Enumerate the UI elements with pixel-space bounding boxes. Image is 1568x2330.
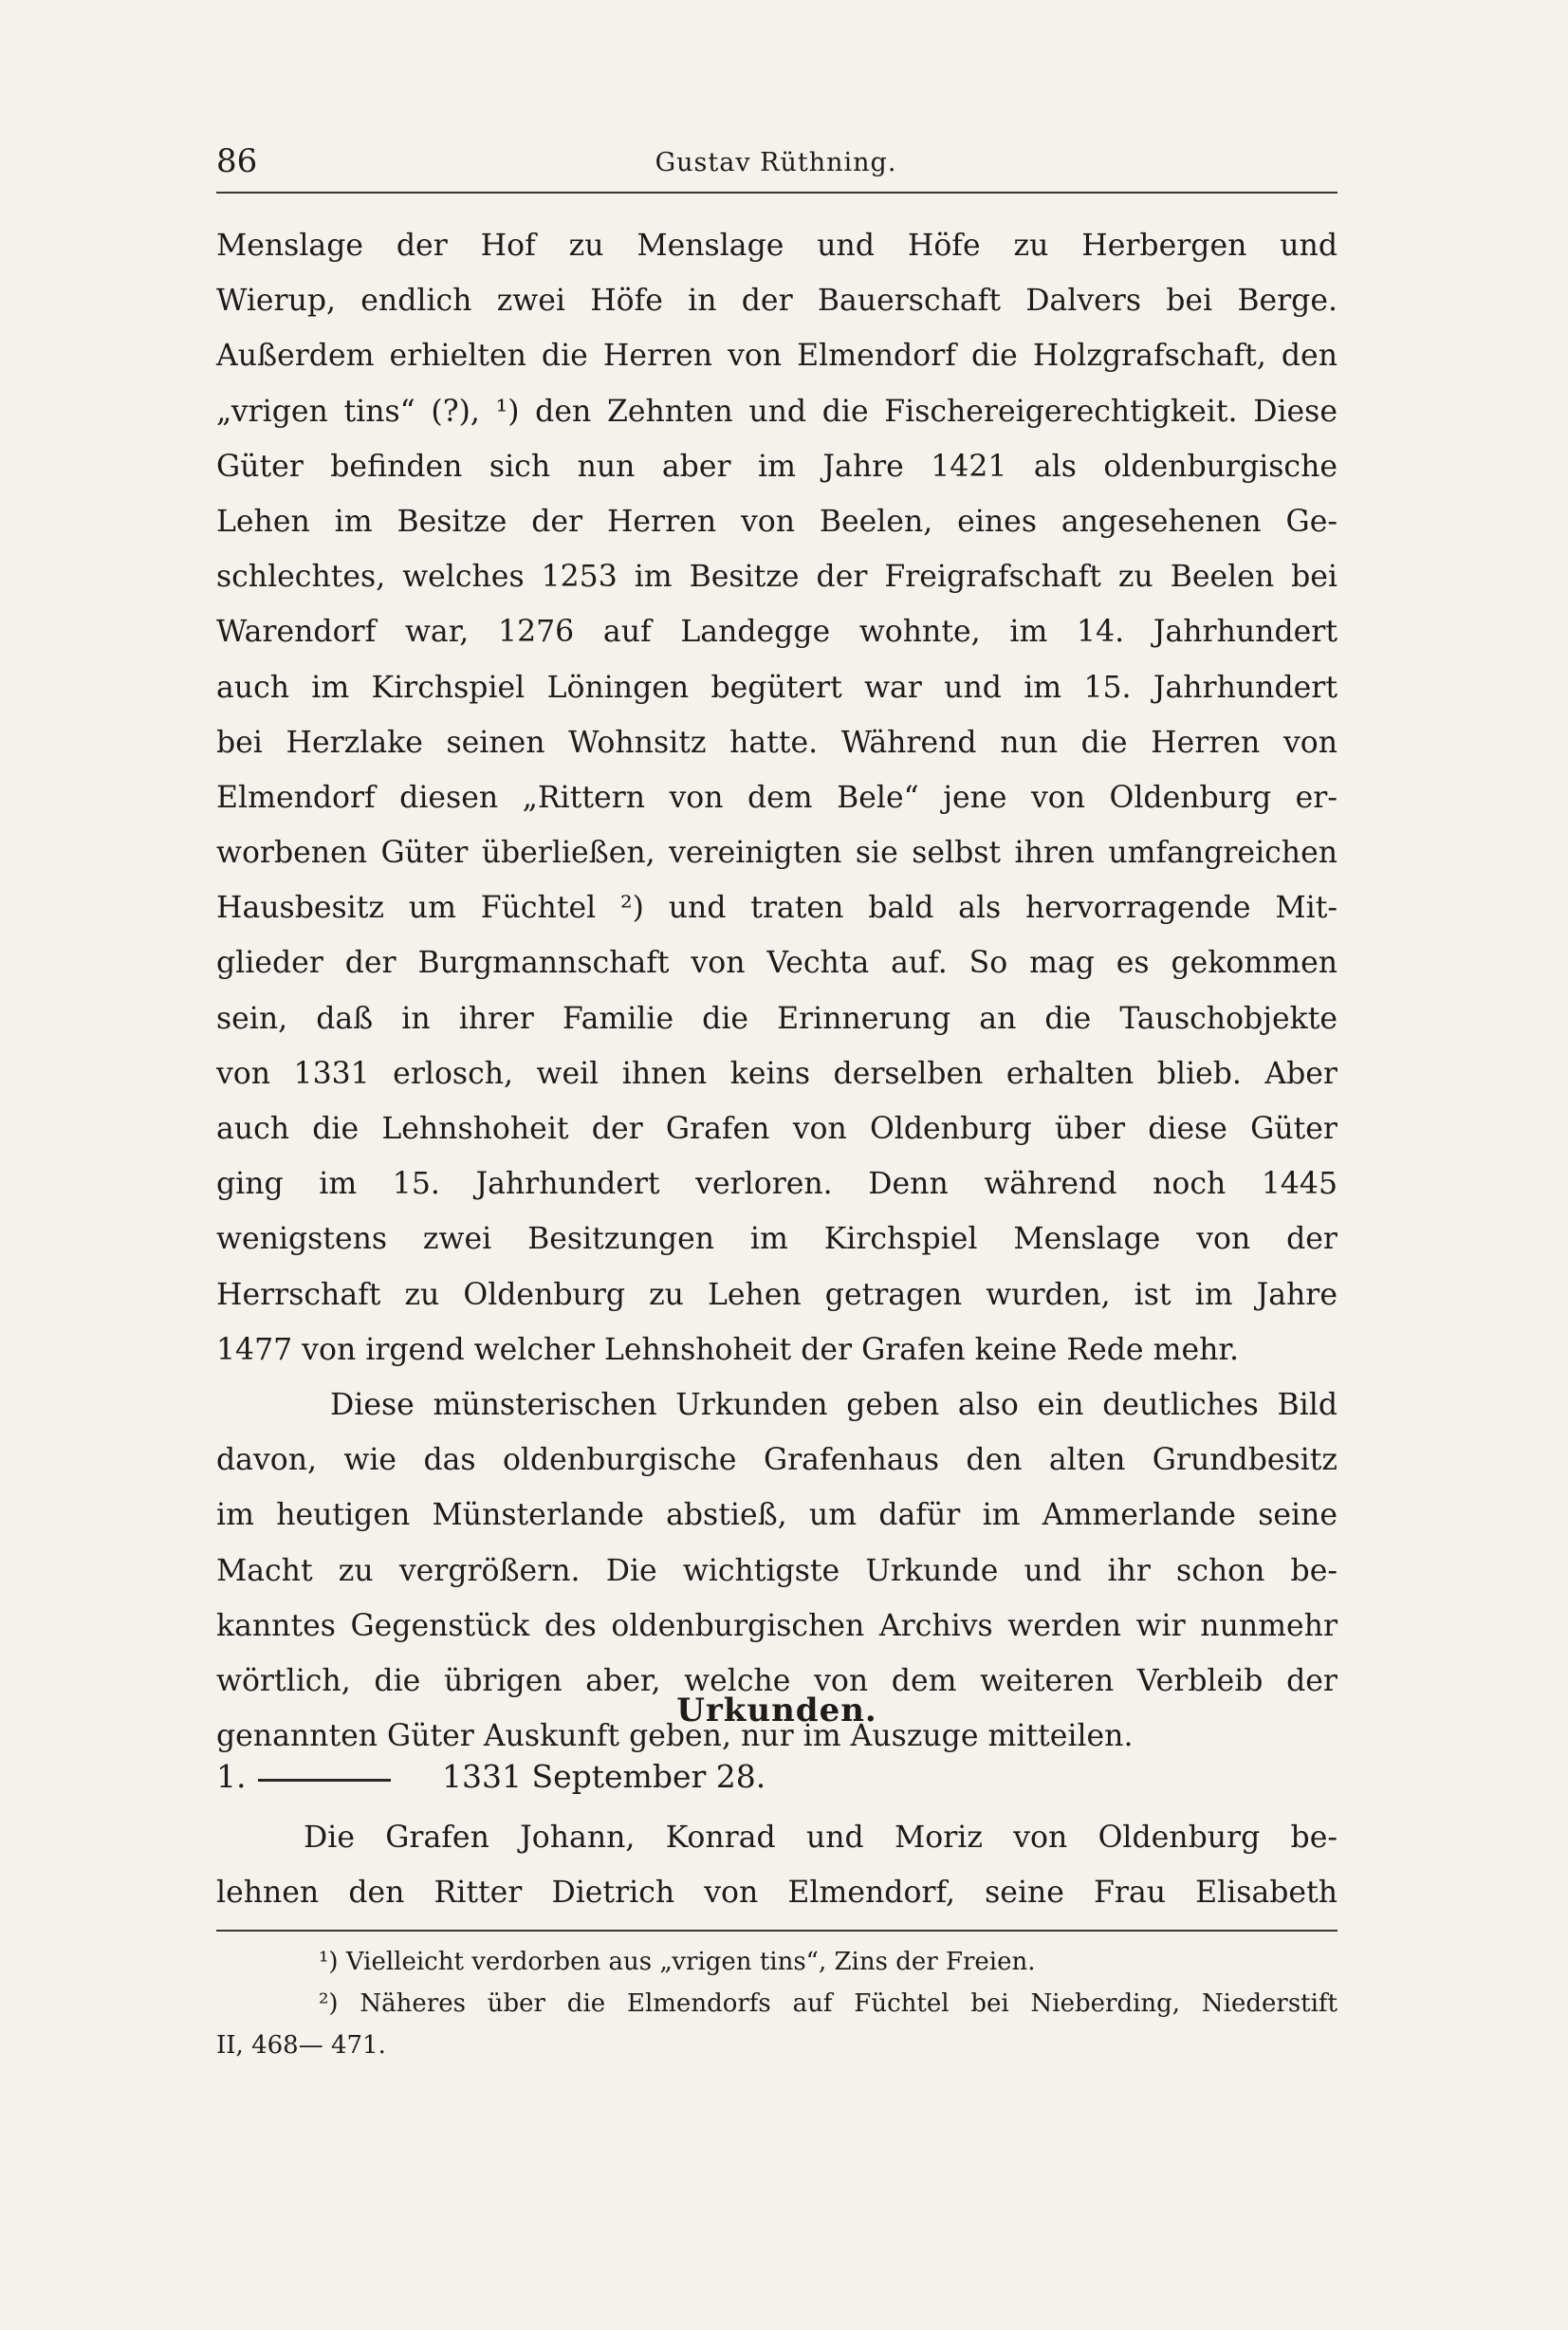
document-number: 1. [216,1758,247,1795]
text-line: wörtlich, die übrigen aber, welche von dem weiteren Verbleib der [216,1663,1337,1698]
text-line: Warendorf war, 1276 auf Landegge wohnte, im 14. Jahrhundert [216,615,1337,650]
text-line: von 1331 erlosch, weil ihnen keins derselben erhalten blieb. Aber [216,1056,1337,1091]
text-line: 1477 von irgend welcher Lehnshoheit der Grafen keine Rede mehr. [216,1332,1239,1367]
footnote-2: ²) Näheres über die Elmendorfs auf Füchtel bei Nieberding, Niederstift [319,1989,1337,2018]
running-title: Gustav Rüthning. [655,148,897,177]
page-number: 86 [216,142,258,180]
text-line: kanntes Gegenstück des oldenburgischen Archivs werden wir nunmehr [216,1608,1337,1643]
section-heading: Urkunden. [676,1692,877,1729]
text-line: Wierup, endlich zwei Höfe in der Bauerschaft Dalvers bei Berge. [216,284,1337,319]
dash-rule [258,1779,391,1782]
footnotes [216,1941,1337,2066]
text-line: Diese münsterischen Urkunden geben also ein deutliches Bild [330,1387,1337,1422]
text-line: worbenen Güter überließen, vereinigten sie selbst ihren umfangreichen [216,836,1337,871]
document-date: 1331 September 28. [442,1758,766,1795]
text-line: Güter befinden sich nun aber im Jahre 1421 als oldenburgische [216,449,1337,484]
text-line: Lehen im Besitze der Herren von Beelen, eines angesehenen Ge- [216,504,1337,539]
text-line: genannten Güter Auskunft geben, nur im Auszuge mitteilen. [216,1719,1134,1754]
text-line: auch im Kirchspiel Löningen begütert war und im 15. Jahrhundert [216,670,1337,705]
text-line: sein, daß in ihrer Familie die Erinnerung an die Tauschobjekte [216,1001,1337,1036]
text-line: im heutigen Münsterlande abstieß, um dafür im Ammerlande seine [216,1498,1337,1533]
footnote-2-continued: II, 468— 471. [216,2031,386,2060]
text-line: glieder der Burgmannschaft von Vechta auf. So mag es gekommen [216,946,1337,981]
page-header [216,142,1336,190]
text-line: schlechtes, welches 1253 im Besitze der Freigrafschaft zu Beelen bei [216,560,1337,595]
footnote-1: ¹) Vielleicht verdorben aus „vrigen tins“, Zins der Freien. [319,1948,1036,1976]
text-line: ging im 15. Jahrhundert verloren. Denn während noch 1445 [216,1167,1337,1202]
text-line: „vrigen tins“ (?), ¹) den Zehnten und die Fischereigerechtigkeit. Diese [216,394,1337,429]
text-line: wenigstens zwei Besitzungen im Kirchspiel Menslage von der [216,1222,1337,1257]
text-line: Herrschaft zu Oldenburg zu Lehen getragen wurden, ist im Jahre [216,1277,1337,1312]
footnote-rule [216,1930,1337,1932]
text-line: auch die Lehnshoheit der Grafen von Oldenburg über diese Güter [216,1112,1337,1146]
text-line: Hausbesitz um Füchtel ²) und traten bald als hervorragende Mit- [216,891,1337,926]
text-line: Die Grafen Johann, Konrad und Moriz von Oldenburg be- [304,1821,1337,1855]
document-entry [216,1758,1070,1802]
text-line: Menslage der Hof zu Menslage und Höfe zu Herbergen und [216,229,1337,263]
body-text [216,218,1337,1764]
header-rule [216,192,1337,194]
document-summary [216,1810,1337,1920]
text-line: Elmendorf diesen „Rittern von dem Bele“ jene von Oldenburg er- [216,780,1337,815]
text-line: Außerdem erhielten die Herren von Elmendorf die Holzgrafschaft, den [216,339,1337,374]
text-line: davon, wie das oldenburgische Grafenhaus den alten Grundbesitz [216,1443,1337,1478]
text-line: lehnen den Ritter Dietrich von Elmendorf, seine Frau Elisabeth [216,1876,1337,1911]
text-line: bei Herzlake seinen Wohnsitz hatte. Während nun die Herren von [216,725,1337,760]
text-line: Macht zu vergrößern. Die wichtigste Urkunde und ihr schon be- [216,1553,1337,1588]
